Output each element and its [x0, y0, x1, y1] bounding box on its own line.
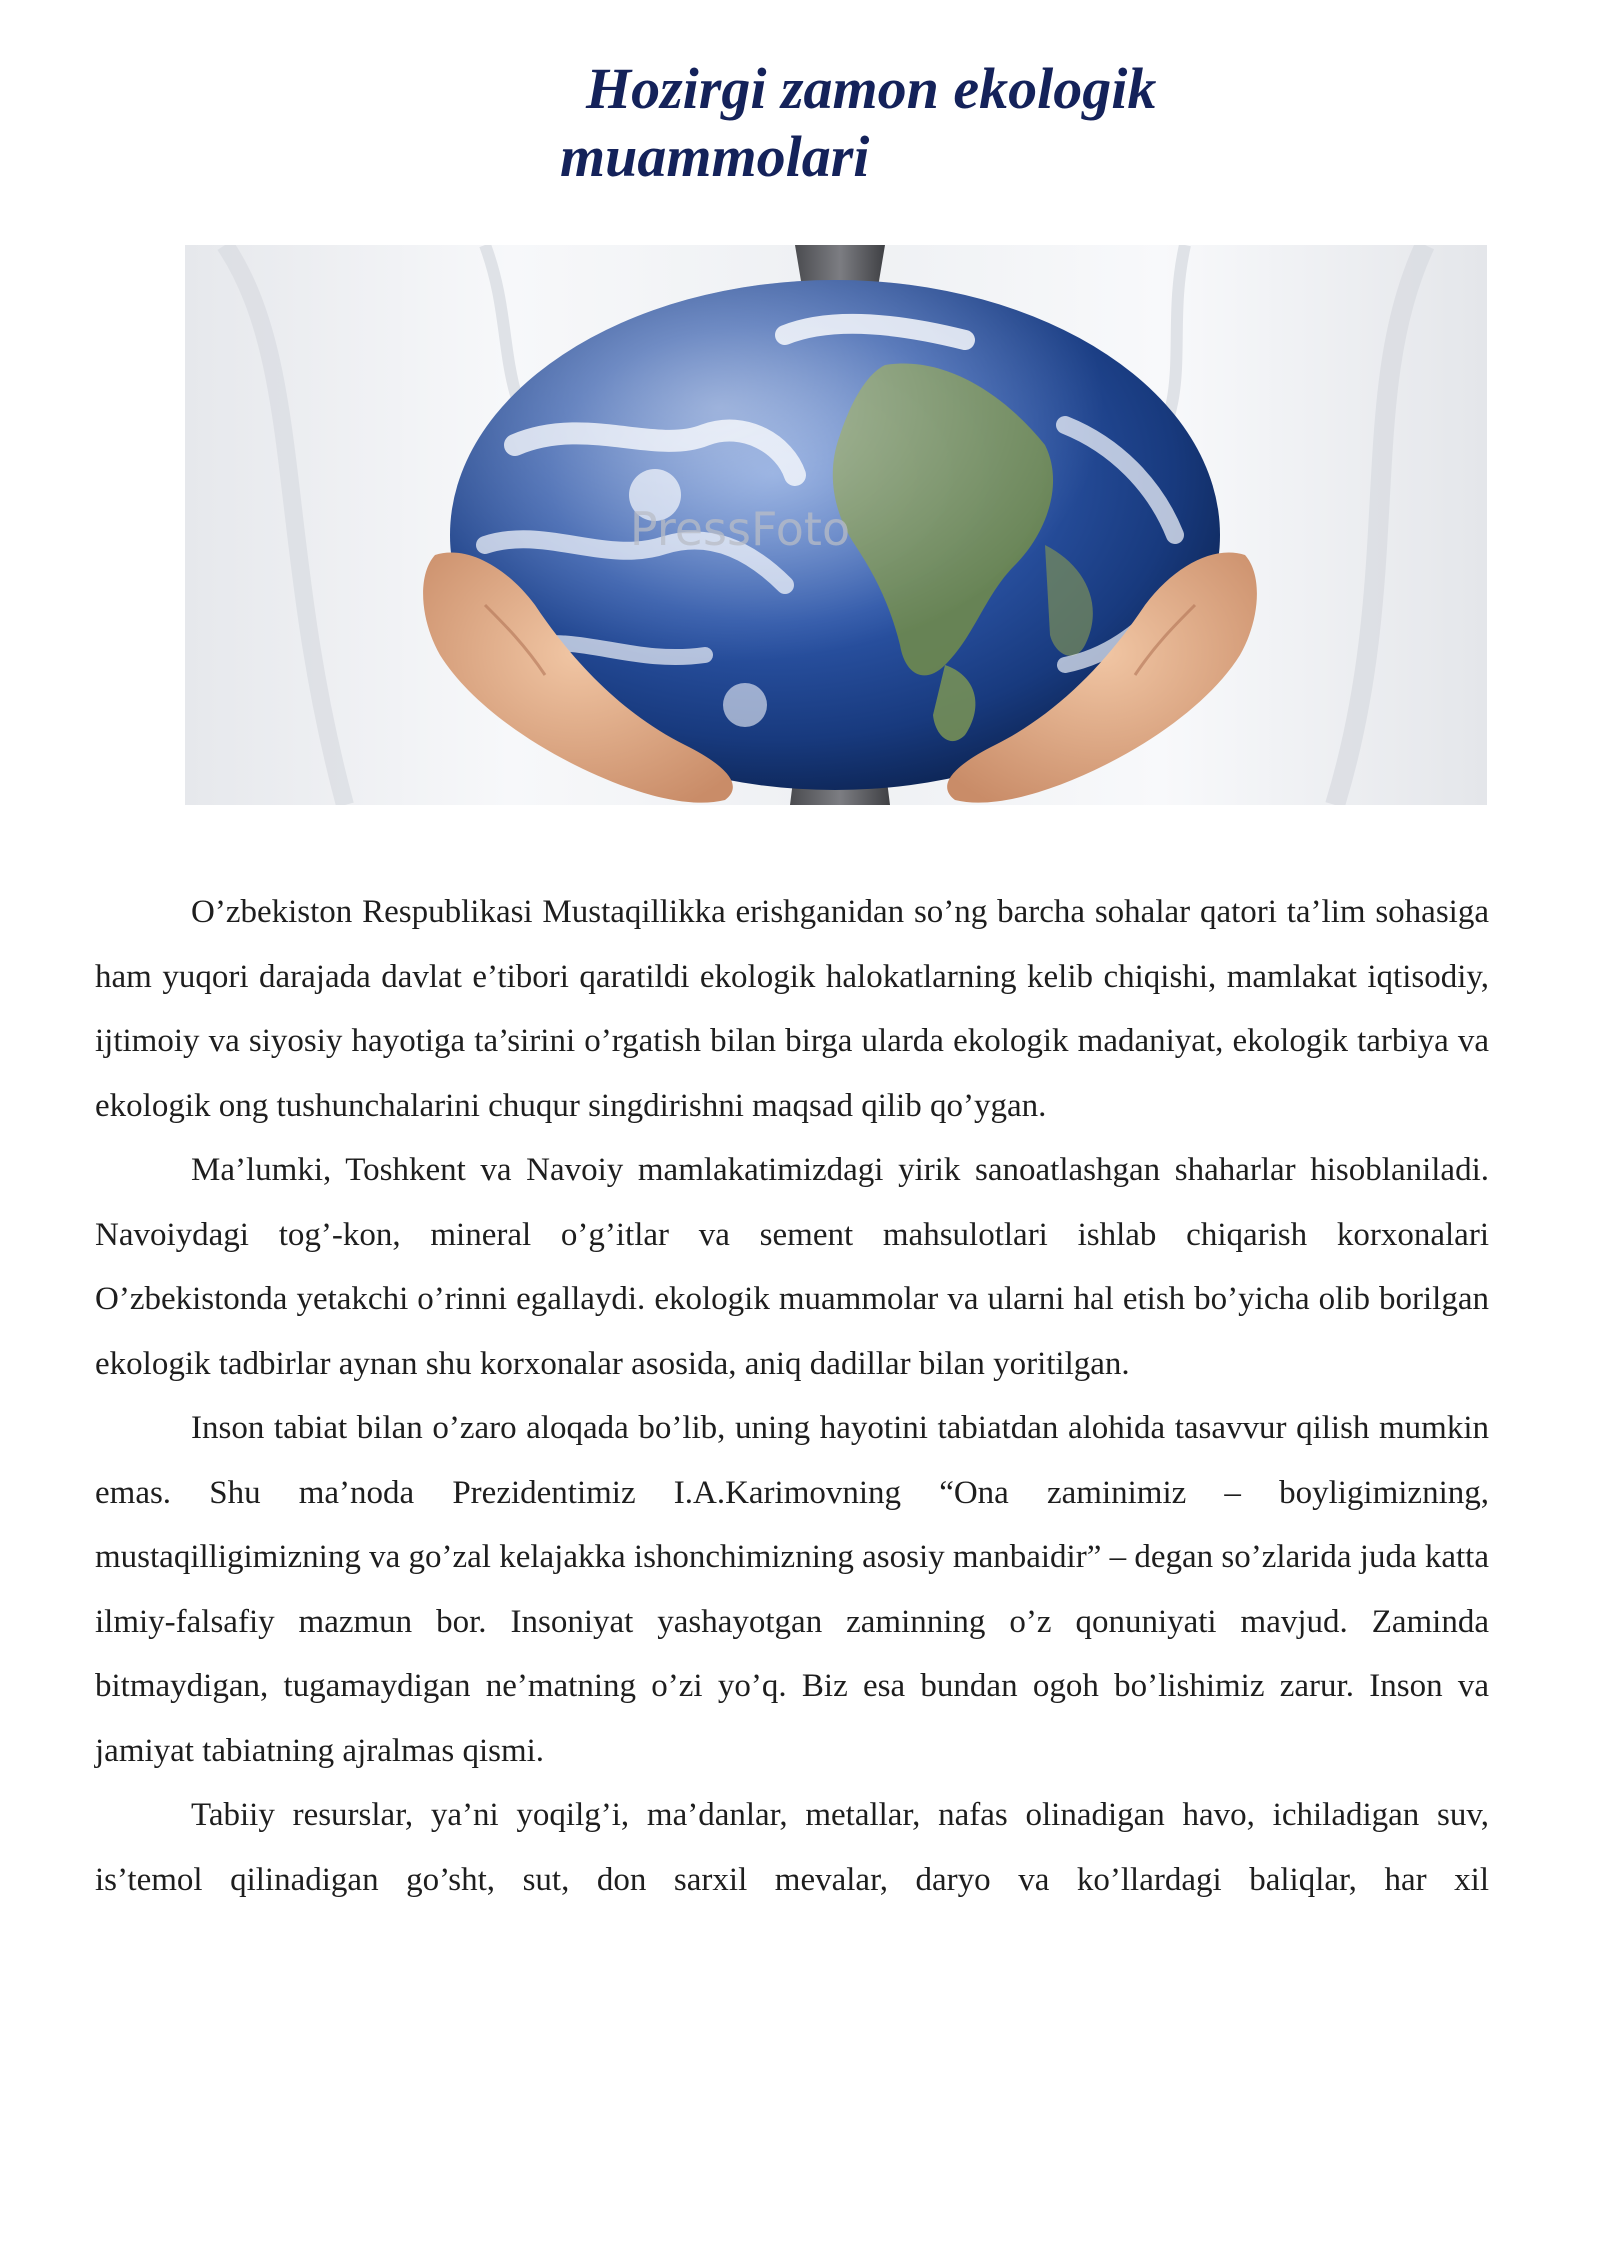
watermark-text: PressFoto — [629, 502, 851, 556]
paragraph-3: Inson tabiat bilan o’zaro aloqada bo’lib, uning hayotini tabiatdan alohida tasavvur qilish mumkin emas. Shu ma’noda Prezidentimiz I.A.Karimovning “Ona zaminimiz – boyligimizning, mustaqilligimizning va go’zal kelajakka ishonchimizning asosiy manbaidir” – degan so’zlarida juda katta ilmiy-falsafiy mazmun bor. Insoniyat yashayotgan zaminning o’z qonuniyati mavjud. Zaminda bitmaydigan, tugamaydigan ne’matning o’zi yo’q. Biz esa bundan ogoh bo’lishimiz zarur. Inson va jamiyat tabiatning ajralmas qismi. — [95, 1410, 1489, 1769]
document-title — [560, 55, 1360, 191]
title-line-2: muammolari — [560, 124, 870, 189]
paragraph-1: O’zbekiston Respublikasi Mustaqillikka erishganidan so’ng barcha sohalar qatori ta’lim sohasiga ham yuqori darajada davlat e’tibori qaratildi ekologik halokatlarning kelib chiqishi, mamlakat iqtisodiy, ijtimoiy va siyosiy hayotiga ta’sirini o’rgatish bilan birga ularda ekologik madaniyat, ekologik tarbiya va ekologik ong tushunchalarini chuqur singdirishni maqsad qilib qo’ygan. — [95, 894, 1489, 1124]
body-text — [95, 880, 1489, 1912]
paragraph-2: Ma’lumki, Toshkent va Navoiy mamlakatimizdagi yirik sanoatlashgan shaharlar hisoblaniladi. Navoiydagi tog’-kon, mineral o’g’itlar va sement mahsulotlari ishlab chiqarish korxonalari O’zbekistonda yetakchi o’rinni egallaydi. ekologik muammolar va ularni hal etish bo’yicha olib borilgan ekologik tadbirlar aynan shu korxonalar asosida, aniq dadillar bilan yoritilgan. — [95, 1152, 1489, 1382]
hands-holding-globe-photo — [185, 245, 1487, 805]
paragraph-4: Tabiiy resurslar, ya’ni yoqilg’i, ma’danlar, metallar, nafas olinadigan havo, ichiladigan suv, is’temol qilinadigan go’sht, sut, don sarxil mevalar, daryo va ko’llardagi baliqlar, har xil — [95, 1797, 1489, 1898]
title-line-1: Hozirgi zamon ekologik — [586, 56, 1157, 121]
